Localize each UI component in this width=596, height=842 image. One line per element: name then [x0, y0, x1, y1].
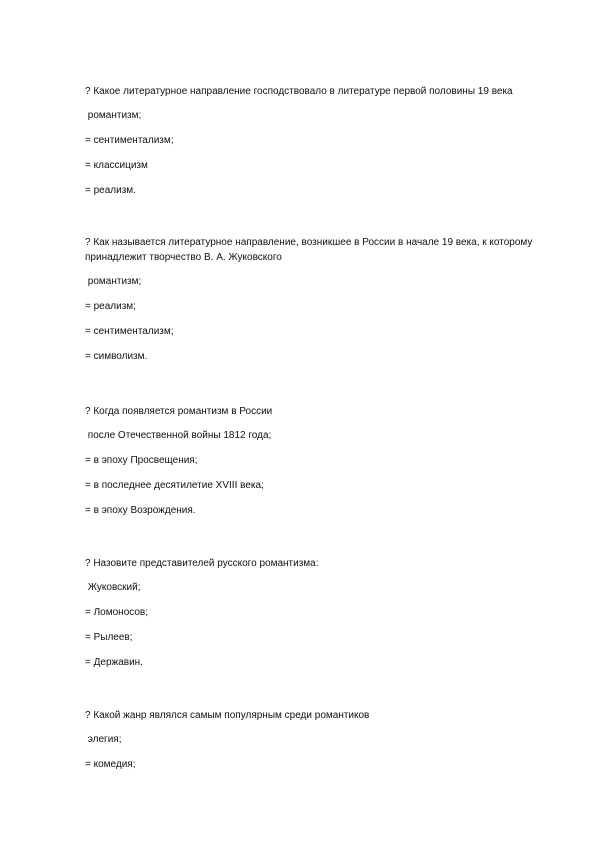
answer-option: = сентиментализм; — [85, 135, 174, 146]
answer-option: = реализм. — [85, 185, 136, 196]
answer-option: романтизм; — [85, 276, 142, 287]
answer-option: = в эпоху Возрождения. — [85, 505, 196, 516]
answer-option: = символизм. — [85, 351, 148, 362]
answer-option: = классицизм — [85, 160, 148, 171]
question-text: ? Какой жанр являлся самым популярным среди романтиков — [85, 710, 370, 721]
answer-option: романтизм; — [85, 110, 142, 121]
question-text: ? Какое литературное направление господствовало в литературе первой половины 19 века — [85, 86, 513, 97]
answer-option: после Отечественной войны 1812 года; — [85, 430, 272, 441]
answer-option: элегия; — [85, 734, 122, 745]
answer-option: = Рылеев; — [85, 632, 133, 643]
question-block — [85, 235, 540, 364]
answer-option: = комедия; — [85, 759, 136, 770]
question-text: ? Как называется литературное направление, возникшее в России в начале 19 века, к которому принадлежит творчество В. А. Жуковского — [85, 237, 536, 263]
answer-option: Жуковский; — [85, 582, 141, 593]
answer-option: = реализм; — [85, 301, 136, 312]
answer-option: = Ломоносов; — [85, 607, 149, 618]
question-text: ? Назовите представителей русского романтизма: — [85, 558, 319, 569]
question-block — [85, 404, 540, 518]
answer-option: = Державин. — [85, 657, 143, 668]
answer-option: = в эпоху Просвещения; — [85, 455, 198, 466]
question-block — [85, 556, 540, 670]
question-text: ? Когда появляется романтизм в России — [85, 406, 273, 417]
question-block — [85, 708, 540, 772]
answer-option: = сентиментализм; — [85, 326, 174, 337]
answer-option: = в последнее десятилетие XVIII века; — [85, 480, 264, 491]
question-block — [85, 84, 540, 198]
